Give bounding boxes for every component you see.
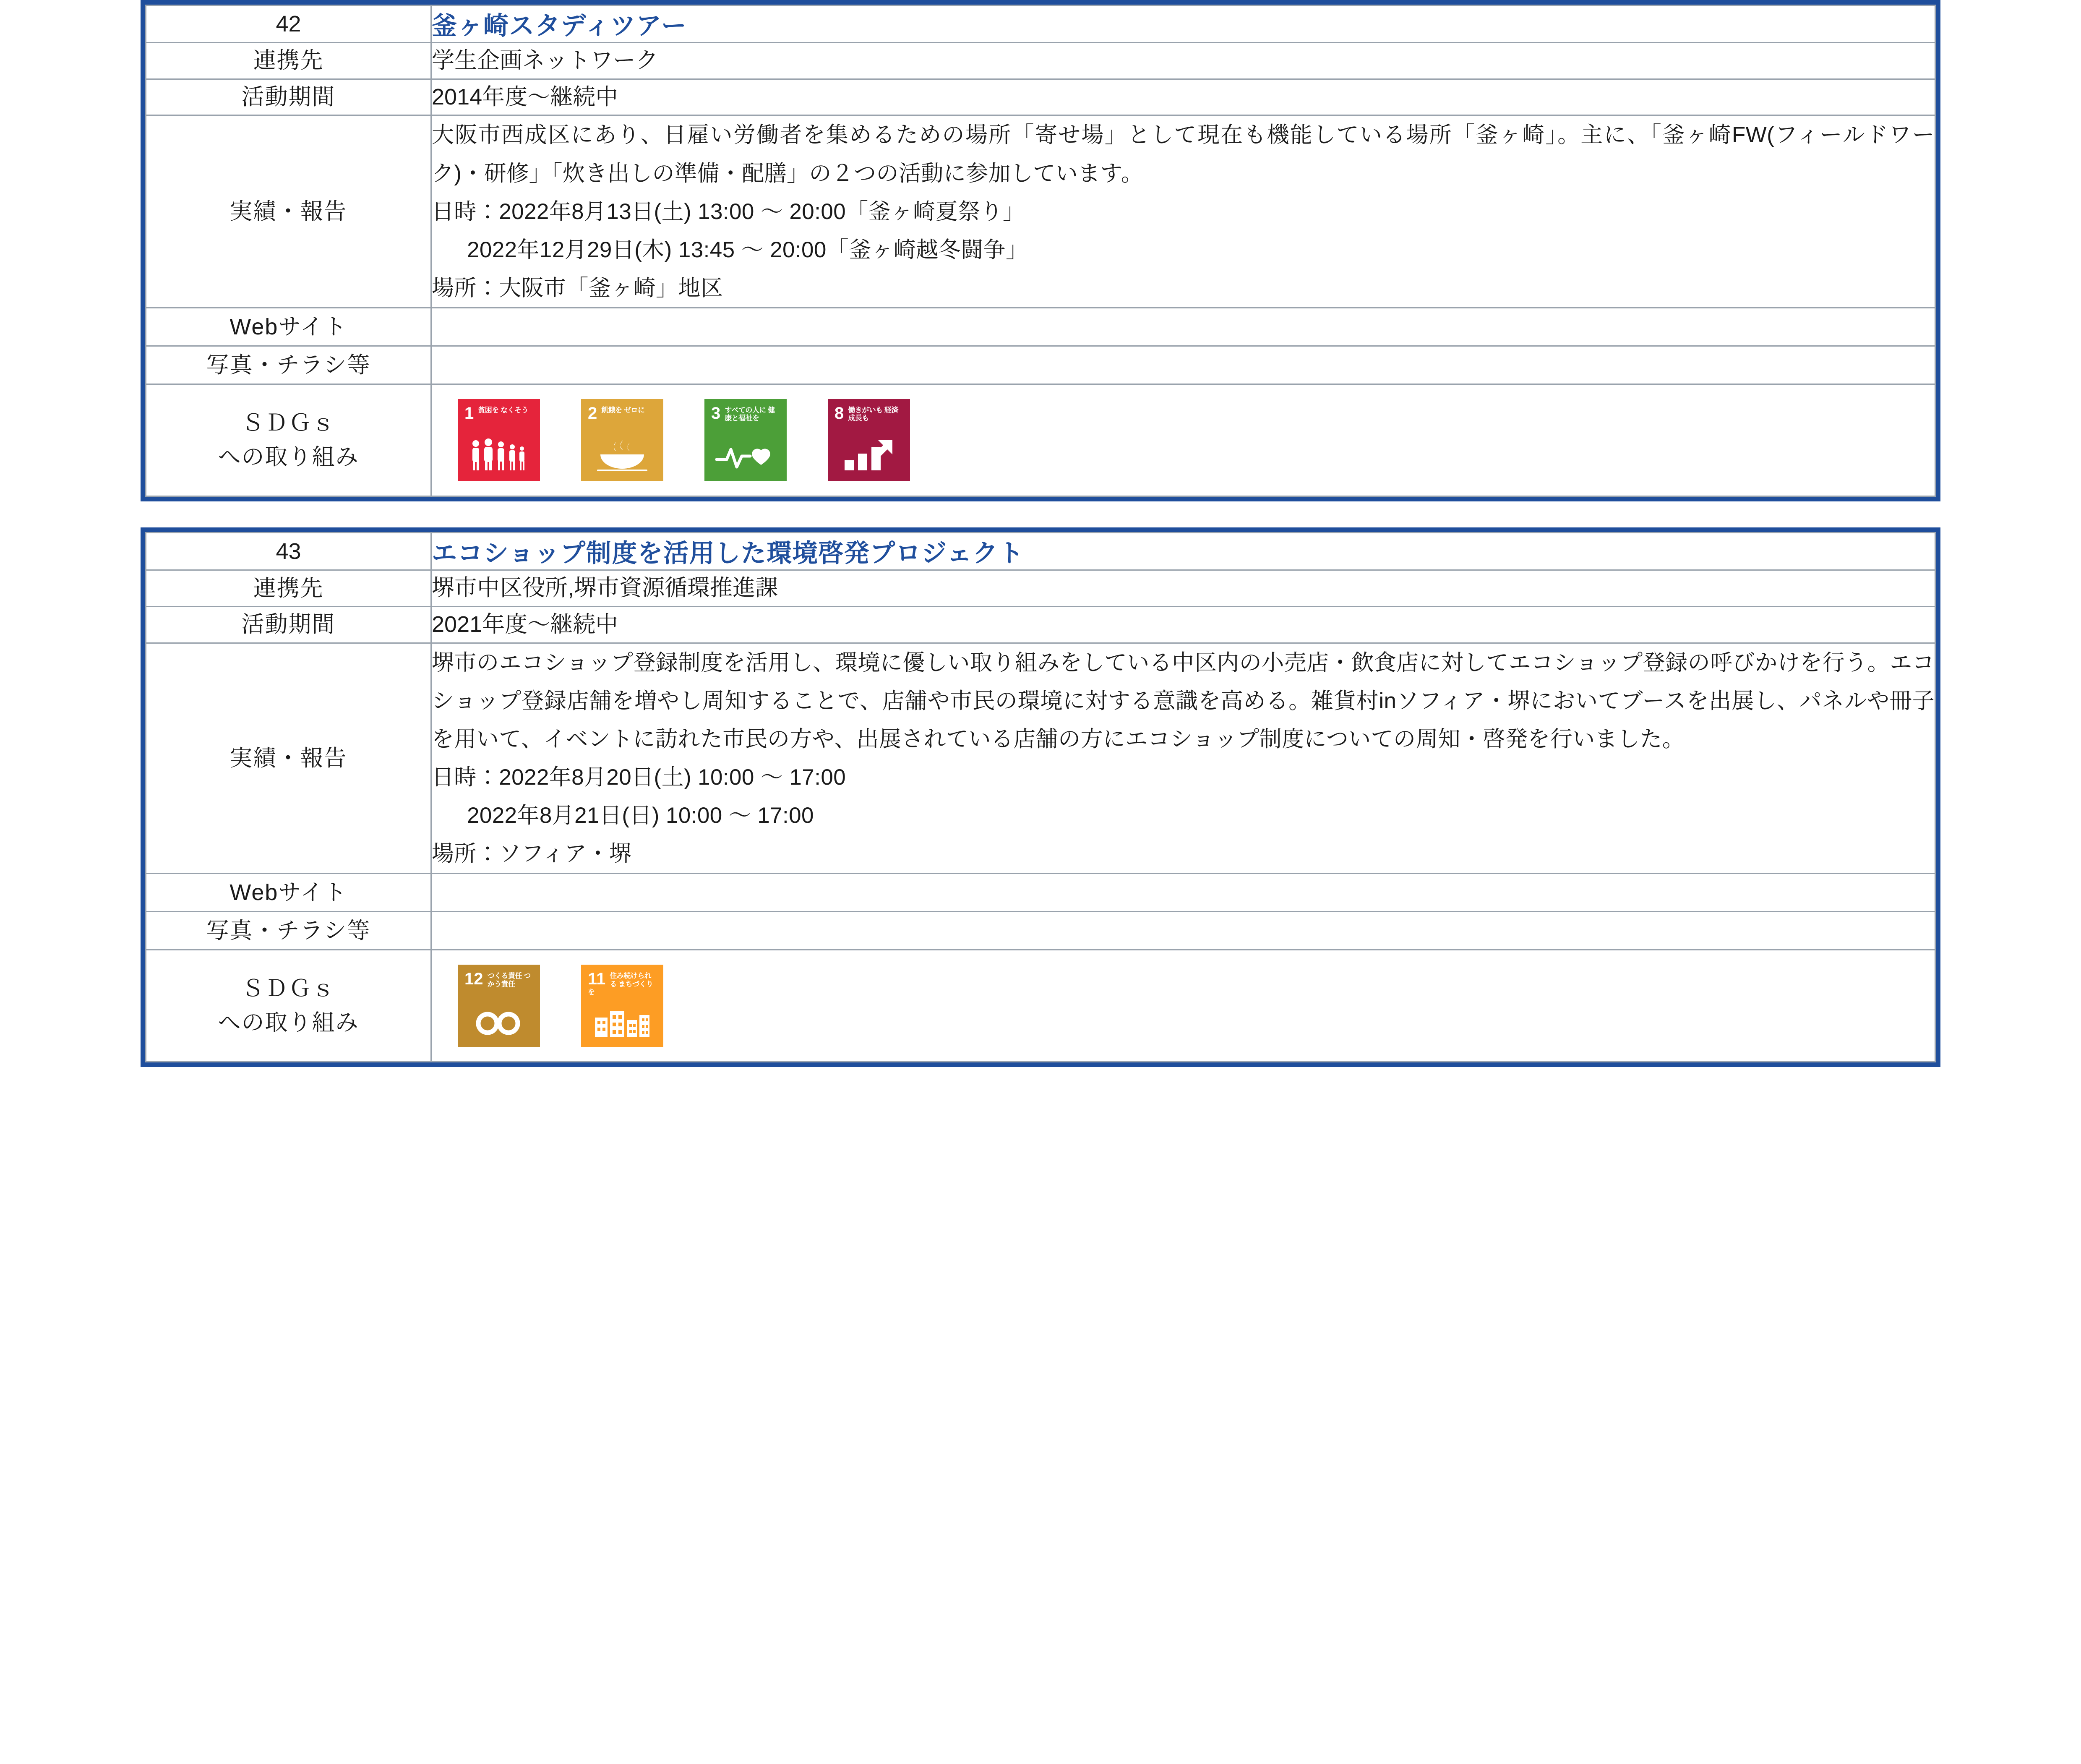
label-photos: 写真・チラシ等 — [146, 912, 431, 950]
sdg-number: 2 — [588, 404, 597, 423]
value-sdgs — [431, 384, 1935, 496]
sdg-glyph — [828, 438, 910, 476]
table-row-photos — [146, 912, 1935, 950]
label-sdgs-line2: への取り組み — [218, 444, 359, 470]
report-paragraph: 2022年8月21日(日) 10:00 〜 17:00 — [467, 803, 814, 828]
value-period: 2014年度〜継続中 — [431, 79, 1935, 115]
table-row-report — [146, 643, 1935, 874]
sdg-glyph — [581, 438, 663, 476]
sdg-title: 住み続けられる まちづくりを — [588, 972, 653, 996]
value-photos — [431, 912, 1935, 950]
table-row-sdgs — [146, 950, 1935, 1062]
sdgs-icon-row — [432, 385, 1935, 496]
sdg-title: 働きがいも 経済成長も — [848, 406, 898, 423]
table-row-title — [146, 533, 1935, 570]
sdg-title: つくる責任 つかう責任 — [487, 972, 531, 988]
sdg-title: すべての人に 健康と福祉を — [725, 406, 775, 423]
sustainable-cities-icon — [581, 965, 663, 1047]
sdgs-icon-row — [432, 950, 1935, 1061]
label-sdgs-line1: ＳＤＧｓ — [241, 976, 336, 1002]
label-period: 活動期間 — [146, 79, 431, 115]
sdg-number: 12 — [464, 970, 483, 989]
entry-title: エコショップ制度を活用した環境啓発プロジェクト — [431, 533, 1935, 570]
project-table — [145, 5, 1936, 497]
sdg-glyph — [704, 442, 787, 476]
label-sdgs-line1: ＳＤＧｓ — [241, 410, 336, 436]
label-period: 活動期間 — [146, 606, 431, 643]
table-row-photos — [146, 346, 1935, 384]
sdg-glyph — [458, 1007, 540, 1042]
table-row-title — [146, 5, 1935, 43]
value-report — [431, 115, 1935, 308]
report-paragraph: 2022年12月29日(木) 13:45 〜 20:00「釜ヶ崎越冬闘争」 — [467, 237, 1028, 262]
label-partner: 連携先 — [146, 43, 431, 79]
project-table — [145, 532, 1936, 1062]
value-photos — [431, 346, 1935, 384]
entry-number: 42 — [146, 5, 431, 43]
table-row-sdgs — [146, 384, 1935, 496]
sdg-number: 8 — [834, 404, 844, 423]
table-row-website — [146, 874, 1935, 912]
sdg-title: 貧困を なくそう — [478, 406, 528, 415]
label-partner: 連携先 — [146, 570, 431, 607]
label-photos: 写真・チラシ等 — [146, 346, 431, 384]
report-paragraph: 日時：2022年8月13日(土) 13:00 〜 20:00「釜ヶ崎夏祭り」 — [432, 199, 1025, 224]
zero-hunger-icon — [581, 399, 663, 481]
responsible-consumption-icon — [458, 965, 540, 1047]
sdg-glyph — [458, 438, 540, 476]
label-report: 実績・報告 — [146, 643, 431, 874]
label-sdgs — [146, 950, 431, 1062]
report-paragraph: 大阪市西成区にあり、日雇い労働者を集めるための場所「寄せ場」として現在も機能している場所「釜ヶ崎」。主に、「釜ヶ崎FW(フィールドワーク)・研修」「炊き出しの準備・配膳」の２つの活動に参加しています。 — [432, 123, 1935, 186]
table-row-period — [146, 606, 1935, 643]
value-period: 2021年度〜継続中 — [431, 606, 1935, 643]
sdg-number: 1 — [464, 404, 474, 423]
good-health-icon — [704, 399, 787, 481]
value-partner: 学生企画ネットワーク — [431, 43, 1935, 79]
table-row-website — [146, 308, 1935, 346]
table-row-partner — [146, 570, 1935, 607]
sdg-glyph — [581, 1005, 663, 1042]
report-paragraph: 場所：大阪市「釜ヶ崎」地区 — [432, 276, 723, 300]
decent-work-icon — [828, 399, 910, 481]
sdg-number: 3 — [711, 404, 721, 423]
sdg-title: 飢餓を ゼロに — [601, 406, 645, 415]
value-report — [431, 643, 1935, 874]
value-website — [431, 308, 1935, 346]
label-website: Webサイト — [146, 874, 431, 912]
project-card-42 — [141, 0, 1940, 501]
label-sdgs — [146, 384, 431, 496]
value-partner: 堺市中区役所,堺市資源循環推進課 — [431, 570, 1935, 607]
entry-number: 43 — [146, 533, 431, 570]
no-poverty-icon — [458, 399, 540, 481]
entry-title: 釜ヶ崎スタディツアー — [431, 5, 1935, 43]
label-website: Webサイト — [146, 308, 431, 346]
report-paragraph: 日時：2022年8月20日(土) 10:00 〜 17:00 — [432, 765, 846, 790]
sdg-number: 11 — [588, 970, 606, 989]
label-sdgs-line2: への取り組み — [218, 1010, 359, 1036]
report-paragraph: 堺市のエコショップ登録制度を活用し、環境に優しい取り組みをしている中区内の小売店・飲食店に対してエコショップ登録の呼びかけを行う。エコショップ登録店舗を増やし周知することで、店舗や市民の環境に対する意識を高める。雑貨村inソフィア・堺においてブースを出展し、パネルや冊子を用いて、イベントに訪れた市民の方や、出展されている店舗の方にエコショップ制度についての周知・啓発を行いました。 — [432, 650, 1935, 752]
label-report: 実績・報告 — [146, 115, 431, 308]
report-paragraph: 場所：ソフィア・堺 — [432, 841, 632, 866]
value-website — [431, 874, 1935, 912]
table-row-report — [146, 115, 1935, 308]
value-sdgs — [431, 950, 1935, 1062]
project-card-43 — [141, 527, 1940, 1067]
table-row-partner — [146, 43, 1935, 79]
table-row-period — [146, 79, 1935, 115]
